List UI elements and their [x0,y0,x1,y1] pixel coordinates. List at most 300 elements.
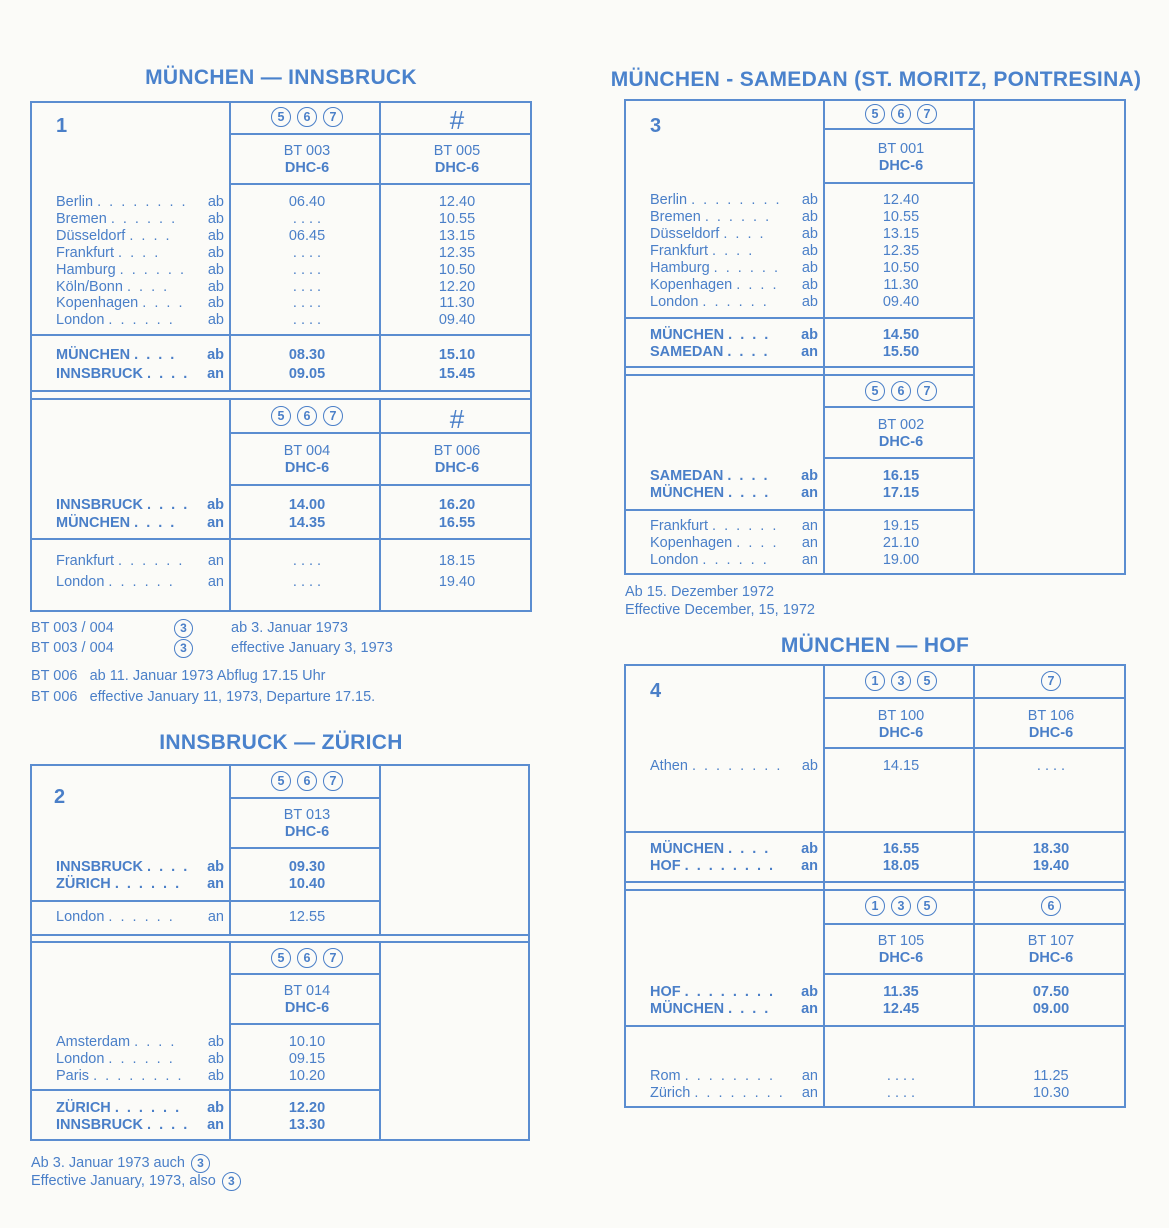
aircraft-type: DHC-6 [878,950,924,966]
time-value: 09.05 [288,366,326,382]
arrival-departure-marker: ab [801,226,818,242]
station-label [56,574,224,591]
time-value: . . . . [886,1068,916,1084]
time-value: 12.20 [288,1100,326,1116]
arrival-departure-marker: ab [207,1034,224,1050]
arrival-departure-marker: ab [207,278,224,295]
note-text: ab 3. Januar 1973 [231,620,348,636]
time-value: 19.40 [1032,858,1070,874]
station-label [56,295,224,312]
time-value: . . . . [1036,758,1066,774]
day-circle-icon: 5 [917,896,937,916]
leader-dots: . . . . [126,278,170,295]
station-name: SAMEDAN [650,468,724,484]
station-name: London [650,552,699,568]
time-value: 11.30 [439,295,475,312]
aircraft-type: DHC-6 [284,160,330,176]
table-number: 1 [56,115,68,137]
station-name: MÜNCHEN [650,1001,725,1017]
timetable-1 [30,101,532,612]
arrival-departure-marker: ab [801,468,818,484]
station-label [650,758,818,775]
station-label [650,209,818,226]
time-value: . . . . [886,1085,916,1101]
note-day-marker [172,638,195,658]
time-value: 15.50 [882,344,920,360]
day-circle-icon: 6 [297,107,317,127]
arrival-departure-marker: an [207,515,224,531]
station-label [56,497,224,514]
arrival-departure-marker: an [801,535,818,551]
aircraft-type: DHC-6 [434,160,480,176]
station-label [56,194,224,211]
note-text [31,1153,212,1173]
leader-dots: . . . . [727,468,770,484]
station-name: INNSBRUCK [56,859,143,875]
flight-number: BT 013 [283,807,331,823]
station-label [56,909,224,926]
station-label [56,1051,224,1068]
leader-dots: . . . . . . [704,209,772,225]
station-label [650,243,818,260]
time-value: 10.55 [438,210,476,227]
day-circle-icon: 1 [865,896,885,916]
station-name: London [56,574,105,590]
station-label [56,228,224,245]
station-name: MÜNCHEN [56,347,131,363]
station-name: Zürich [650,1085,691,1101]
arrival-departure-marker: an [207,876,224,892]
leader-dots: . . . . [728,485,771,501]
arrival-departure-marker: ab [207,210,224,227]
hash-symbol: # [449,404,465,434]
arrival-departure-marker: ab [801,841,818,857]
leader-dots: . . . . . . [702,552,769,568]
station-name: Frankfurt [56,553,115,569]
arrival-departure-marker: ab [207,497,224,513]
time-value: 09.40 [882,294,920,310]
time-value: 14.50 [882,327,920,343]
arrival-departure-marker: an [801,344,818,360]
station-label [56,262,224,279]
leader-dots: . . . . [727,344,770,360]
day-circle-icon: 3 [174,639,193,658]
flight-number: BT 014 [283,983,331,999]
station-label [650,1001,818,1018]
days-of-operation [232,948,382,968]
flight-header [826,708,976,742]
station-name: Berlin [650,192,688,208]
timetable-1-title: MÜNCHEN — INNSBRUCK [145,66,417,89]
day-circle-icon: 6 [297,406,317,426]
arrival-departure-marker: ab [207,295,224,312]
station-label [56,1034,224,1051]
day-circle-icon: 3 [222,1172,241,1191]
station-label [56,347,224,364]
station-name: Hamburg [56,261,116,278]
station-label [650,192,818,209]
time-value: 09.40 [438,312,476,329]
arrival-departure-marker: ab [801,294,818,310]
station-name: Kopenhagen [650,535,733,551]
station-name: London [56,1051,105,1067]
station-name: INNSBRUCK [56,1117,143,1133]
station-label [56,245,224,262]
day-circle-icon: 5 [917,671,937,691]
leader-dots: . . . . [118,244,161,261]
day-circle-icon: 5 [865,104,885,124]
leader-dots: . . . . [728,327,771,343]
time-value: . . . . [292,312,322,329]
time-value: 10.30 [1032,1085,1070,1101]
time-value: . . . . [292,210,322,227]
note-flight-code: BT 003 / 004 [31,620,114,636]
arrival-departure-marker: ab [801,192,818,208]
note-day-marker [172,618,195,638]
aircraft-type: DHC-6 [284,824,330,840]
leader-dots: . . . . . . [110,210,178,227]
flight-number: BT 106 [1027,708,1075,724]
arrival-departure-marker: ab [207,261,224,278]
arrival-departure-marker: ab [207,227,224,244]
aircraft-type: DHC-6 [284,1000,330,1016]
station-name: MÜNCHEN [650,841,725,857]
timetable-2 [30,764,530,1141]
time-value: 16.20 [438,497,476,513]
leader-dots: . . . . [728,1001,771,1017]
station-name: Kopenhagen [650,277,733,293]
station-name: Frankfurt [650,243,709,259]
time-value: 19.00 [882,552,920,568]
aircraft-type: DHC-6 [878,434,924,450]
arrival-departure-marker: an [801,1001,818,1017]
timetable-4-title: MÜNCHEN — HOF [780,634,970,657]
leader-dots: . . . . [736,277,779,293]
time-value: 18.15 [438,553,476,569]
station-name: Athen [650,758,688,774]
days-of-operation [826,381,976,401]
day-circle-icon: 7 [1041,671,1061,691]
time-value: 10.50 [438,261,476,278]
station-name: MÜNCHEN [650,485,725,501]
arrival-departure-marker: ab [801,209,818,225]
flight-header [232,143,382,177]
time-value: 06.40 [288,194,326,210]
time-value: 16.15 [882,468,920,484]
timetable-2-title: INNSBRUCK — ZÜRICH [159,731,403,754]
days-of-operation [976,896,1126,916]
station-label [650,535,818,552]
leader-dots: . . . . [147,366,190,382]
arrival-departure-marker: ab [207,347,224,363]
note-text: BT 006 effective January 11, 1973, Departure 17.15. [31,689,376,705]
day-circle-icon: 3 [891,671,911,691]
day-circle-icon: 7 [917,104,937,124]
days-of-operation [826,104,976,124]
flight-header [976,933,1126,967]
flight-number: BT 005 [433,143,481,159]
leader-dots: . . . . [736,535,779,551]
station-name: London [650,294,699,310]
arrival-departure-marker: an [801,1085,818,1101]
time-value: 12.35 [882,243,920,259]
arrival-departure-marker: an [801,485,818,501]
leader-dots: . . . . . . . . [684,858,776,874]
station-name: ZÜRICH [56,876,111,892]
time-value: 10.50 [882,260,920,276]
station-label [650,984,818,1001]
station-label [56,312,224,329]
time-value: 18.30 [1032,841,1070,857]
time-value: 12.45 [882,1001,920,1017]
station-label [650,518,818,535]
day-circle-icon: 6 [1041,896,1061,916]
arrival-departure-marker: an [801,1068,818,1084]
time-value: 12.40 [438,194,476,210]
station-name: Düsseldorf [650,226,720,242]
arrival-departure-marker: an [801,552,818,568]
aircraft-type: DHC-6 [284,460,330,476]
time-value: 19.40 [438,574,476,590]
station-name: Düsseldorf [56,227,126,244]
leader-dots: . . . . [147,1117,190,1133]
station-name: Bremen [56,210,107,227]
station-label [56,1068,224,1085]
station-label [56,859,224,876]
day-circle-icon: 6 [891,104,911,124]
aircraft-type: DHC-6 [878,158,924,174]
note-flight-code: BT 003 / 004 [31,640,114,656]
days-of-operation [232,771,382,791]
day-circle-icon: 3 [174,619,193,638]
time-value: 13.15 [882,226,920,242]
arrival-departure-marker: ab [207,312,224,329]
day-circle-icon: 6 [297,771,317,791]
time-value: 10.55 [882,209,920,225]
time-value: . . . . [292,295,322,312]
time-value: 07.50 [1032,984,1070,1000]
station-name: Frankfurt [56,244,115,261]
station-name: INNSBRUCK [56,366,143,382]
leader-dots: . . . . . . [108,574,175,590]
arrival-departure-marker: ab [801,243,818,259]
time-value: 10.20 [288,1068,326,1084]
flight-header [826,417,976,451]
leader-dots: . . . . [147,497,190,513]
leader-dots: . . . . . . . . [684,1068,776,1084]
time-value: 14.15 [882,758,920,774]
days-of-operation [976,671,1126,691]
leader-dots: . . . . [134,347,177,363]
leader-dots: . . . . [712,243,755,259]
flight-number: BT 001 [877,141,925,157]
arrival-departure-marker: an [207,1117,224,1133]
note-text-content: Effective January, 1973, also [31,1173,216,1189]
leader-dots: . . . . [723,226,766,242]
leader-dots: . . . . . . . . [684,984,776,1000]
time-value: . . . . [292,278,322,295]
station-name: MÜNCHEN [56,515,131,531]
leader-dots: . . . . . . . . [97,194,188,210]
time-value: 16.55 [882,841,920,857]
time-value: 08.30 [288,347,326,363]
timetable-3 [624,99,1126,575]
hash-symbol: # [449,105,465,135]
time-value: 12.40 [882,192,920,208]
leader-dots: . . . . [134,1034,177,1050]
leader-dots: . . . . . . [108,909,175,925]
station-label [56,279,224,296]
station-name: MÜNCHEN [650,327,725,343]
station-name: Kopenhagen [56,295,139,312]
leader-dots: . . . . . . [702,294,769,310]
day-circle-icon: 7 [323,406,343,426]
aircraft-type: DHC-6 [1028,950,1074,966]
aircraft-type: DHC-6 [434,460,480,476]
flight-number: BT 002 [877,417,925,433]
station-label [56,1117,224,1134]
day-circle-icon: 6 [891,381,911,401]
station-name: Rom [650,1068,681,1084]
station-name: HOF [650,858,681,874]
arrival-departure-marker: ab [207,1068,224,1084]
station-name: SAMEDAN [650,344,724,360]
time-value: 12.20 [438,278,476,295]
station-name: INNSBRUCK [56,497,143,513]
station-label [56,515,224,532]
arrival-departure-marker: an [801,518,818,534]
note-text [31,1171,243,1191]
time-value: . . . . [292,574,322,590]
day-circle-icon: 5 [271,406,291,426]
flight-number: BT 100 [877,708,925,724]
station-label [650,277,818,294]
timetable-4 [624,664,1126,1108]
note-text-content: Ab 3. Januar 1973 auch [31,1155,185,1171]
flight-header [382,143,532,177]
day-circle-icon: 5 [271,948,291,968]
day-circle-icon: 1 [865,671,885,691]
day-circle-icon: 7 [323,948,343,968]
flight-number: BT 003 [283,143,331,159]
station-name: Amsterdam [56,1034,131,1050]
station-name: Bremen [650,209,701,225]
time-value: 11.25 [1033,1068,1069,1084]
days-of-operation [232,107,382,127]
time-value: 21.10 [882,535,920,551]
note-text: Ab 15. Dezember 1972 [625,584,775,600]
time-value: 12.35 [438,244,476,261]
station-label [650,327,818,344]
leader-dots: . . . . [129,227,172,244]
arrival-departure-marker: ab [207,859,224,875]
aircraft-type: DHC-6 [1028,725,1074,741]
time-value: 11.35 [883,984,919,1000]
station-label [650,552,818,569]
time-value: 06.45 [288,227,326,244]
time-value: 10.40 [288,876,326,892]
arrival-departure-marker: ab [801,260,818,276]
leader-dots: . . . . . . [114,876,182,892]
station-label [56,553,224,570]
leader-dots: . . . . . . [119,261,186,278]
time-value: 09.30 [288,859,326,875]
station-name: London [56,909,105,925]
station-label [650,226,818,243]
station-label [56,876,224,893]
station-label [650,841,818,858]
leader-dots: . . . . . . [108,312,175,329]
flight-header [826,141,976,175]
leader-dots: . . . . [147,859,190,875]
arrival-departure-marker: ab [801,327,818,343]
arrival-departure-marker: an [207,366,224,382]
station-label [56,211,224,228]
time-value: 09.00 [1032,1001,1070,1017]
note-text: BT 006 ab 11. Januar 1973 Abflug 17.15 Uhr [31,668,326,684]
time-value: 14.00 [288,497,326,513]
leader-dots: . . . . [728,841,771,857]
arrival-departure-marker: an [207,553,224,569]
time-value: 19.15 [882,518,920,534]
station-label [650,468,818,485]
note-text: Effective December, 15, 1972 [625,602,815,618]
time-value: 17.15 [882,485,920,501]
flight-header [232,443,382,477]
table-number: 2 [54,786,66,808]
time-value: 09.15 [288,1051,326,1067]
station-name: Berlin [56,194,94,210]
day-circle-icon: 5 [271,107,291,127]
time-value: 15.45 [438,366,476,382]
arrival-departure-marker: ab [207,1100,224,1116]
timetable-3-title: MÜNCHEN - SAMEDAN (ST. MORITZ, PONTRESINA) [610,68,1142,91]
flight-number: BT 004 [283,443,331,459]
arrival-departure-marker: ab [801,984,818,1000]
time-value: 15.10 [438,347,476,363]
days-of-operation [826,896,976,916]
leader-dots: . . . . . . [114,1100,182,1116]
time-value: 14.35 [288,515,326,531]
station-label [650,260,818,277]
day-circle-icon: 5 [865,381,885,401]
station-label [650,1085,818,1102]
station-name: Köln/Bonn [56,278,123,295]
arrival-departure-marker: ab [801,277,818,293]
station-name: London [56,312,105,329]
station-name: Frankfurt [650,518,709,534]
leader-dots: . . . . [134,515,177,531]
station-name: ZÜRICH [56,1100,111,1116]
leader-dots: . . . . . . . . [691,758,783,774]
flight-number: BT 006 [433,443,481,459]
station-label [650,344,818,361]
arrival-departure-marker: an [801,858,818,874]
days-of-operation [826,671,976,691]
table-number: 3 [650,115,662,137]
day-circle-icon: 3 [191,1154,210,1173]
leader-dots: . . . . . . [712,518,779,534]
arrival-departure-marker: ab [207,1051,224,1067]
time-value: 13.15 [438,227,476,244]
day-circle-icon: 6 [297,948,317,968]
station-label [56,1100,224,1117]
time-value: . . . . [292,244,322,261]
time-value: 10.10 [288,1034,326,1050]
flight-header [232,983,382,1017]
note-text: effective January 3, 1973 [231,640,393,656]
arrival-departure-marker: ab [801,758,818,774]
